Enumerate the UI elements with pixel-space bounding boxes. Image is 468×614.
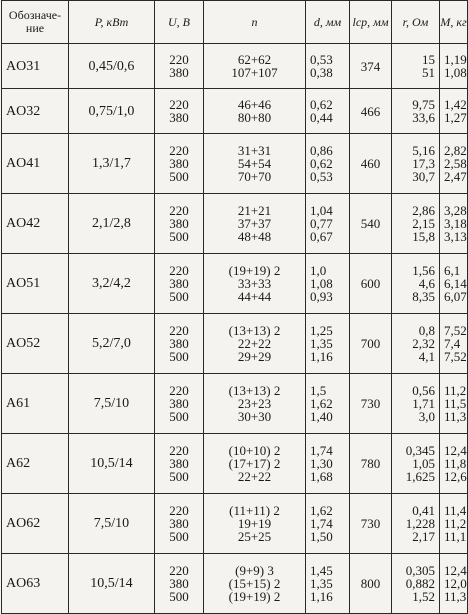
designation-cell: AO32 xyxy=(2,89,69,134)
diameter-cell: 1,45 1,35 1,16 xyxy=(306,554,350,614)
voltage-cell: 220 380 500 xyxy=(155,374,204,434)
table-row xyxy=(2,554,468,614)
turns-cell: 46+46 80+80 xyxy=(204,89,306,134)
resistance-cell: 2,86 2,15 15,8 xyxy=(392,194,440,254)
voltage-cell: 220 380 500 xyxy=(155,494,204,554)
table-row xyxy=(2,194,468,254)
resistance-cell: 0,56 1,71 3,0 xyxy=(392,374,440,434)
diameter-cell: 0,86 0,62 0,53 xyxy=(306,134,350,194)
header-voltage: U, В xyxy=(155,1,204,44)
power-cell: 1,3/1,7 xyxy=(69,134,155,194)
table-row xyxy=(2,434,468,494)
table-row xyxy=(2,89,468,134)
lcp-cell: 780 xyxy=(350,434,392,494)
power-cell: 5,2/7,0 xyxy=(69,314,155,374)
header-resistance: r, Ом xyxy=(392,1,440,44)
power-cell: 0,75/1,0 xyxy=(69,89,155,134)
resistance-cell: 9,75 33,6 xyxy=(392,89,440,134)
resistance-cell: 0,41 1,228 2,17 xyxy=(392,494,440,554)
designation-cell: AO52 xyxy=(2,314,69,374)
mass-cell: 11,4 11,2 11,1 xyxy=(440,494,468,554)
power-cell: 0,45/0,6 xyxy=(69,44,155,89)
voltage-cell: 220 380 500 xyxy=(155,554,204,614)
lcp-cell: 800 xyxy=(350,554,392,614)
designation-cell: AO41 xyxy=(2,134,69,194)
designation-cell: AO62 xyxy=(2,494,69,554)
header-diameter: d, мм xyxy=(306,1,350,44)
mass-cell: 11,2 11,5 11,3 xyxy=(440,374,468,434)
turns-cell: 62+62 107+107 xyxy=(204,44,306,89)
voltage-cell: 220 380 500 xyxy=(155,134,204,194)
turns-cell: 31+31 54+54 70+70 xyxy=(204,134,306,194)
resistance-cell: 5,16 17,3 30,7 xyxy=(392,134,440,194)
mass-cell: 2,82 2,58 2,47 xyxy=(440,134,468,194)
mass-cell: 7,52 7,4 7,52 xyxy=(440,314,468,374)
header-designation: Обозначе- ние xyxy=(2,1,69,44)
diameter-cell: 0,53 0,38 xyxy=(306,44,350,89)
lcp-cell: 540 xyxy=(350,194,392,254)
power-cell: 3,2/4,2 xyxy=(69,254,155,314)
voltage-cell: 220 380 500 xyxy=(155,254,204,314)
motor-winding-table xyxy=(1,0,468,614)
voltage-cell: 220 380 500 xyxy=(155,314,204,374)
turns-cell: (10+10) 2 (17+17) 2 22+22 xyxy=(204,434,306,494)
power-cell: 10,5/14 xyxy=(69,434,155,494)
designation-cell: AO51 xyxy=(2,254,69,314)
mass-cell: 12,4 11,8 12,6 xyxy=(440,434,468,494)
lcp-cell: 374 xyxy=(350,44,392,89)
header-turns: n xyxy=(204,1,306,44)
designation-cell: AO31 xyxy=(2,44,69,89)
mass-cell: 6,1 6,14 6,07 xyxy=(440,254,468,314)
turns-cell: (13+13) 2 23+23 30+30 xyxy=(204,374,306,434)
header-power: P, кВт xyxy=(69,1,155,44)
designation-cell: AO63 xyxy=(2,554,69,614)
turns-cell: (19+19) 2 33+33 44+44 xyxy=(204,254,306,314)
table-row xyxy=(2,134,468,194)
voltage-cell: 220 380 500 xyxy=(155,194,204,254)
diameter-cell: 1,62 1,74 1,50 xyxy=(306,494,350,554)
header-mass: M, кг xyxy=(440,1,468,44)
resistance-cell: 15 51 xyxy=(392,44,440,89)
header-row xyxy=(2,1,468,44)
mass-cell: 1,42 1,27 xyxy=(440,89,468,134)
header-lcp: lср, мм xyxy=(350,1,392,44)
diameter-cell: 1,0 1,08 0,93 xyxy=(306,254,350,314)
lcp-cell: 466 xyxy=(350,89,392,134)
lcp-cell: 600 xyxy=(350,254,392,314)
resistance-cell: 1,56 4,6 8,35 xyxy=(392,254,440,314)
resistance-cell: 0,8 2,32 4,1 xyxy=(392,314,440,374)
voltage-cell: 220 380 500 xyxy=(155,434,204,494)
resistance-cell: 0,345 1,05 1,625 xyxy=(392,434,440,494)
power-cell: 7,5/10 xyxy=(69,494,155,554)
designation-cell: AO42 xyxy=(2,194,69,254)
voltage-cell: 220 380 xyxy=(155,89,204,134)
turns-cell: (11+11) 2 19+19 25+25 xyxy=(204,494,306,554)
designation-cell: A61 xyxy=(2,374,69,434)
lcp-cell: 730 xyxy=(350,494,392,554)
diameter-cell: 1,04 0,77 0,67 xyxy=(306,194,350,254)
diameter-cell: 1,25 1,35 1,16 xyxy=(306,314,350,374)
turns-cell: (13+13) 2 22+22 29+29 xyxy=(204,314,306,374)
power-cell: 10,5/14 xyxy=(69,554,155,614)
diameter-cell: 1,74 1,30 1,68 xyxy=(306,434,350,494)
mass-cell: 12,4 12,0 11,3 xyxy=(440,554,468,614)
mass-cell: 1,19 1,08 xyxy=(440,44,468,89)
table-row xyxy=(2,374,468,434)
table-row xyxy=(2,254,468,314)
voltage-cell: 220 380 xyxy=(155,44,204,89)
table-row xyxy=(2,494,468,554)
diameter-cell: 0,62 0,44 xyxy=(306,89,350,134)
diameter-cell: 1,5 1,62 1,40 xyxy=(306,374,350,434)
table-row xyxy=(2,314,468,374)
power-cell: 7,5/10 xyxy=(69,374,155,434)
designation-cell: A62 xyxy=(2,434,69,494)
lcp-cell: 700 xyxy=(350,314,392,374)
lcp-cell: 730 xyxy=(350,374,392,434)
table-row xyxy=(2,44,468,89)
lcp-cell: 460 xyxy=(350,134,392,194)
power-cell: 2,1/2,8 xyxy=(69,194,155,254)
turns-cell: 21+21 37+37 48+48 xyxy=(204,194,306,254)
mass-cell: 3,28 3,18 3,13 xyxy=(440,194,468,254)
turns-cell: (9+9) 3 (15+15) 2 (19+19) 2 xyxy=(204,554,306,614)
resistance-cell: 0,305 0,882 1,52 xyxy=(392,554,440,614)
